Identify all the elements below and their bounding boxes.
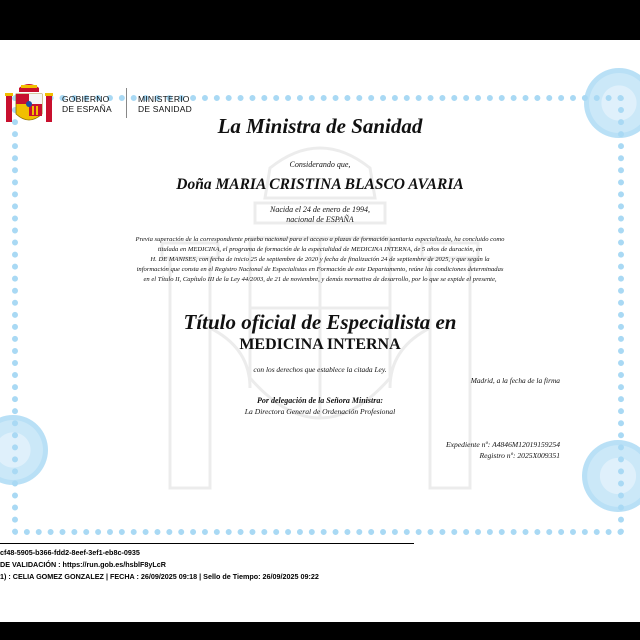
validation-url: DE VALIDACIÓN : https://run.gob.es/hsblF8yLcR [0, 560, 166, 569]
body-line-4: información que consta en el Registro Nacional de Especialistas en Formación de este Departamento, reúne las condiciones determinadas [136, 266, 504, 273]
considerando-text: Considerando que, [289, 160, 351, 169]
delegation-text: Por delegación de la Señora Ministra: [256, 396, 383, 405]
certificate-title: La Ministra de Sanidad [217, 114, 423, 138]
gobierno-line1: GOBIERNO [62, 94, 110, 104]
registro-number: Registro nº: 2025X009351 [479, 451, 560, 460]
body-line-2: titulada en MEDICINA, el programa de formación de la especialidad de MEDICINA INTERNA, de 5 años de duración, en [157, 246, 483, 253]
specialty-name: MEDICINA INTERNA [239, 336, 401, 353]
bottom-black-bar [0, 622, 640, 640]
coat-of-arms-icon [4, 82, 54, 128]
titulo-line: Título oficial de Especialista en [183, 310, 457, 334]
body-line-1: Previa superación de la correspondiente prueba nacional para el acceso a plazas de formación sanitaria especializada, ha concluido como [135, 236, 505, 243]
expediente-number: Expediente nº: A4846M12019159254 [446, 440, 560, 449]
recipient-name: Doña MARIA CRISTINA BLASCO AVARIA [176, 176, 464, 193]
nationality: nacional de ESPAÑA [286, 215, 354, 224]
signature-info: 1) : CELIA GOMEZ GONZALEZ | FECHA : 26/09/2025 09:18 | Sello de Tiempo: 26/09/2025 09:22 [0, 572, 319, 581]
birth-date: Nacida el 24 de enero de 1994, [270, 205, 370, 214]
certificate-page [0, 40, 640, 622]
gobierno-line2: DE ESPAÑA [62, 104, 112, 114]
place-date: Madrid, a la fecha de la firma [470, 376, 560, 385]
rights-text: con los derechos que establece la citada Ley. [253, 365, 387, 374]
footer-rule [0, 543, 414, 544]
ministerio-line2: DE SANIDAD [138, 104, 192, 114]
body-line-5: en el Título II, Capítulo III de la Ley 44/2003, de 21 de noviembre, y demás normativa de desarrollo, por lo que se expide el presente, [143, 276, 497, 283]
ministerio-line1: MINISTERIO [138, 94, 190, 104]
top-black-bar [0, 0, 640, 40]
body-line-3: H. DE MANISES, con fecha de inicio 25 de septiembre de 2020 y fecha de finalización 24 de septiembre de 2025, y que según la [150, 256, 490, 263]
csv-code: cf48-5905-b366-fdd2-8eef-3ef1-eb8c-0935 [0, 548, 140, 557]
director-text: La Directora General de Ordenación Profesional [244, 407, 396, 416]
